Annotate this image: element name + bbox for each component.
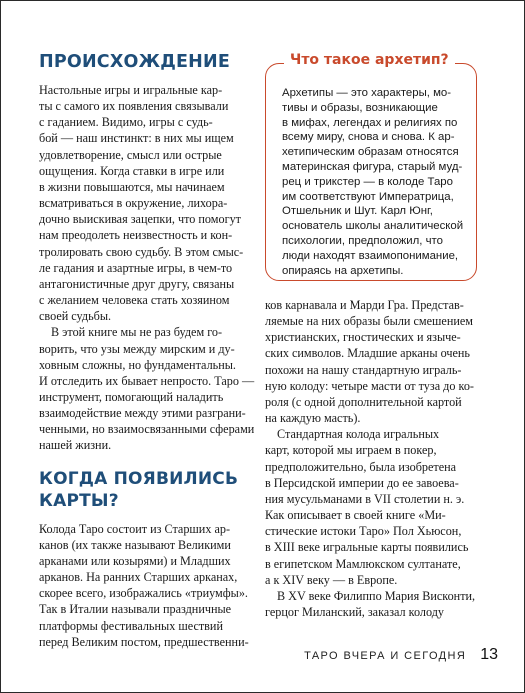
paragraph-origin-2: В этой книге мы не раз будем го- ворить, что узы между мирским и ду- ховным сложны, но фундаментальны. И отследить их бывает непросто. Таро — инструмент, помогающий наладить взаимодействие между этими разграни- ченными, но взаимосвязанными сферами нашей жизни. [39, 325, 255, 453]
left-column [39, 51, 261, 650]
paragraph-right-3: В XV веке Филиппо Мария Висконти, герцог Миланский, заказал колоду [265, 588, 476, 619]
page-footer [304, 646, 498, 664]
sidebar-title: Что такое архетип? [284, 52, 455, 68]
paragraph-origin-1: Настольные игры и игральные кар- ты с самого их появления связывали с гаданием. Видимо, игры с судь- бой — наш инстинкт: в них мы ищем удовлетворение, смысл или острые ощущения. Когда ставки в игре или в жизни повышаются, мы начинаем всматриваться в окружение, лихора- дочно выискивая зацепки, что помогут нам преодолеть неизвестность и кон- тролировать свою судьбу. В этом смыс- ле гадания и азартные игры, в чем-то антагонистичные друг другу, связаны с желанием человека стать хозяином своей судьбы. [39, 83, 244, 324]
section-heading-origin: ПРОИСХОЖДЕНИЕ [39, 52, 231, 72]
paragraph-right-2: Стандартная колода игральных карт, которой мы играем в покер, предположительно, была изобретена в Персидской империи до ее завоева- ния мусульманами в VII столетии н. э. Как описывает в своей книге «Ми- стические истоки Таро» Пол Хьюсон, в XIII веке игральные карты появились в египетском Мамлюкском султанате, а к XIV веку — в Европе. [265, 427, 469, 587]
paragraph-right-1: ков карнавала и Марди Гра. Представ- ляемые на них образы были смешением христианских, гностических и языче- ских символов. Младшие арканы очень похожи на нашу стандартную играль- ную колоду: четыре масти от туза до ко- роля (с одной дополнительной картой на каждую масть). [265, 298, 474, 426]
page-number: 13 [480, 646, 498, 663]
right-column [265, 297, 483, 620]
running-head: ТАРО ВЧЕРА И СЕГОДНЯ [304, 650, 467, 662]
paragraph-when-cards-1: Колода Таро состоит из Старших ар- канов (их также называют Великими арканами или козырями) и Младших арканов. На ранних Старших арканах, скорее всего, изображались «триумфы». Так в Италии называли праздничные платформы фестивальных шествий перед Великим постом, предшественни- [39, 521, 249, 649]
archetype-sidebar-box [265, 52, 477, 281]
section-heading-when-cards: КОГДА ПОЯВИЛИСЬ КАРТЫ? [39, 468, 239, 511]
sidebar-body: Архетипы — это характеры, мо- тивы и образы, возникающие в мифах, легендах и религиях по всему миру, снова и снова. К ар- хетипическим образам относятся материнская фигура, старый муд- рец и трикстер — в колоде Таро им соответствуют Императрица, Отшельник и Шут. Карл Юнг, основатель школы аналитической психологии, предположил, что люди находят взаимопонимание, опираясь на архетипы. [282, 87, 464, 277]
